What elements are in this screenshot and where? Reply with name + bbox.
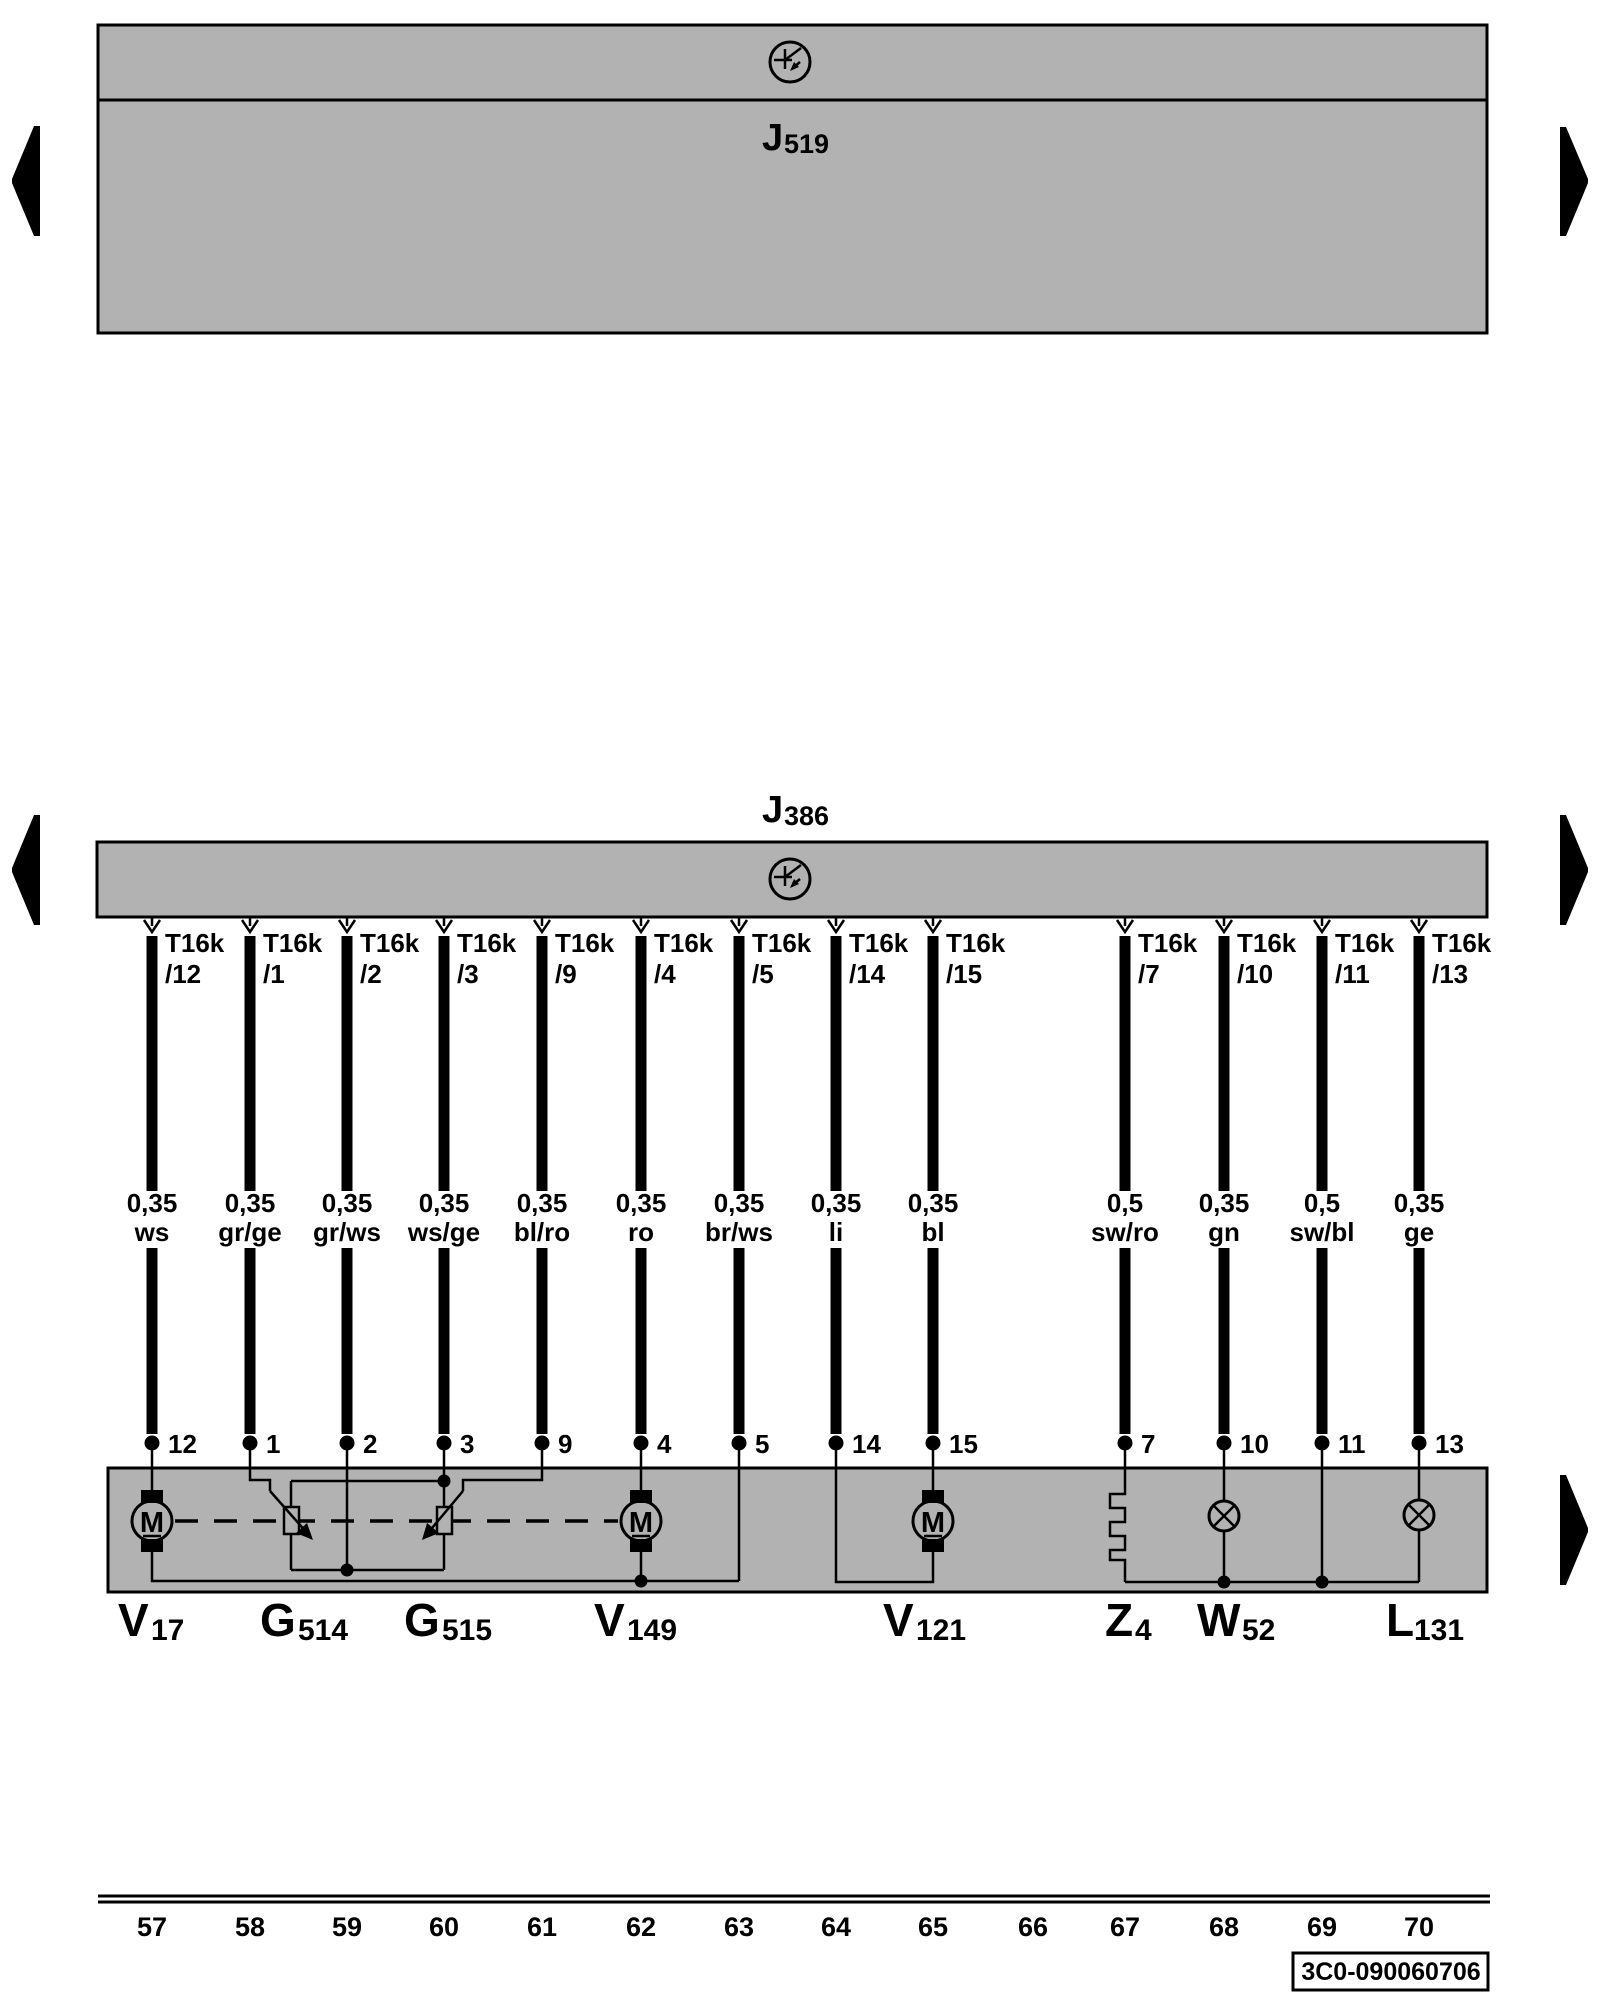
component-label-sub: 514 [298, 1614, 349, 1647]
wire [616, 917, 714, 1459]
color-label: gr/ws [313, 1217, 381, 1247]
junction-dot [438, 1475, 451, 1488]
track-number: 57 [136, 1912, 168, 1942]
pin-label: T16k [752, 928, 812, 958]
component-label: L [1386, 1594, 1415, 1646]
track-number: 61 [526, 1912, 558, 1942]
component-label: G [260, 1594, 296, 1646]
pin-label-2: /10 [1237, 959, 1274, 989]
wire [514, 917, 615, 1459]
module-j519-label: J [762, 117, 784, 159]
gauge-label: 0,35 [713, 1188, 765, 1218]
gauge-label: 0,35 [418, 1188, 470, 1218]
pin-label: T16k [1138, 928, 1198, 958]
component-label-sub: 17 [151, 1614, 185, 1647]
terminal-number: 9 [558, 1429, 573, 1459]
module-j386-box [97, 842, 1487, 917]
component-label-sub: 131 [1414, 1614, 1465, 1647]
gauge-label: 0,35 [1198, 1188, 1250, 1218]
color-label: sw/ro [1091, 1217, 1159, 1247]
pin-label: T16k [1237, 928, 1297, 958]
terminal-number: 7 [1141, 1429, 1156, 1459]
gauge-label: 0,35 [516, 1188, 568, 1218]
color-label: bl [921, 1217, 945, 1247]
track-number: 59 [331, 1912, 363, 1942]
module-j386 [97, 789, 1487, 917]
page-arrow-right-top-icon [1560, 127, 1588, 236]
pin-label-2: /15 [946, 959, 983, 989]
terminal-number: 2 [363, 1429, 378, 1459]
motor-letter: M [139, 1507, 165, 1539]
track-scale [98, 1896, 1490, 1942]
pin-label: T16k [654, 928, 714, 958]
color-label: li [828, 1217, 844, 1247]
terminal-number: 15 [949, 1429, 978, 1459]
wire [1289, 917, 1394, 1459]
component-label-sub: 149 [627, 1614, 678, 1647]
pin-label-2: /9 [555, 959, 577, 989]
component-label-sub: 52 [1242, 1614, 1276, 1647]
component-label: V [118, 1594, 149, 1646]
module-j519-box [98, 25, 1487, 333]
color-label: gr/ge [218, 1217, 282, 1247]
terminal-number: 13 [1435, 1429, 1464, 1459]
track-number: 60 [428, 1912, 460, 1942]
gauge-label: 0,35 [321, 1188, 373, 1218]
module-j519-label-sub: 519 [784, 129, 830, 159]
page-arrow-right-middle-icon [1560, 815, 1588, 925]
color-label: ws/ge [407, 1217, 481, 1247]
wire [1394, 917, 1492, 1459]
terminal-number: 1 [266, 1429, 281, 1459]
junction-dot [635, 1575, 648, 1588]
color-label: ws [134, 1217, 170, 1247]
pin-label-2: /12 [165, 959, 202, 989]
pin-label-2: /2 [360, 959, 382, 989]
component-label-sub: 515 [442, 1614, 493, 1647]
wire [705, 917, 812, 1459]
pin-label-2: /7 [1138, 959, 1160, 989]
terminal-number: 11 [1338, 1429, 1366, 1459]
pin-label: T16k [946, 928, 1006, 958]
gauge-label: 0,35 [224, 1188, 276, 1218]
terminal-number: 5 [755, 1429, 770, 1459]
terminal-number: 10 [1240, 1429, 1269, 1459]
component-label-sub: 121 [916, 1614, 967, 1647]
component-label-sub: 4 [1135, 1614, 1152, 1647]
page-arrow-right-bottom-icon [1560, 1475, 1588, 1585]
pin-label: T16k [165, 928, 225, 958]
pin-label-2: /1 [263, 959, 285, 989]
component-label: V [883, 1594, 914, 1646]
wire-harness [127, 917, 1492, 1459]
module-j519 [98, 25, 1487, 333]
page-arrow-left-top-icon [12, 126, 40, 236]
pin-label: T16k [1432, 928, 1492, 958]
module-j386-label-sub: 386 [784, 801, 830, 831]
gauge-label: 0,5 [1303, 1188, 1341, 1218]
motor-letter: M [628, 1507, 654, 1539]
gauge-label: 0,35 [810, 1188, 862, 1218]
gauge-label: 0,35 [615, 1188, 667, 1218]
pin-label: T16k [1335, 928, 1395, 958]
diagram-id-plate [1293, 1953, 1488, 1990]
color-label: ro [628, 1217, 654, 1247]
terminal-number: 12 [168, 1429, 197, 1459]
component-strip [108, 1443, 1487, 1592]
pin-label-2: /4 [654, 959, 676, 989]
color-label: sw/bl [1289, 1217, 1355, 1247]
track-number: 70 [1403, 1912, 1435, 1942]
pin-label-2: /5 [752, 959, 774, 989]
component-labels [118, 1594, 1464, 1647]
wire [218, 917, 323, 1459]
pin-label-2: /3 [457, 959, 479, 989]
color-label: gn [1208, 1217, 1240, 1247]
track-number: 68 [1208, 1912, 1240, 1942]
track-number: 65 [917, 1912, 949, 1942]
wire [407, 917, 517, 1459]
component-label: Z [1105, 1594, 1134, 1646]
track-number: 66 [1017, 1912, 1049, 1942]
pin-label-2: /11 [1335, 959, 1370, 989]
gauge-label: 0,35 [907, 1188, 959, 1218]
color-label: ge [1403, 1217, 1435, 1247]
track-number: 67 [1109, 1912, 1141, 1942]
component-label: G [404, 1594, 440, 1646]
component-label: V [594, 1594, 625, 1646]
pin-label-2: /13 [1432, 959, 1469, 989]
pin-label: T16k [263, 928, 323, 958]
wire [908, 917, 1006, 1459]
pin-label-2: /14 [849, 959, 886, 989]
wire [811, 917, 909, 1459]
wire [127, 917, 225, 1459]
gauge-label: 0,35 [126, 1188, 178, 1218]
wire [1199, 917, 1297, 1459]
wire [313, 917, 420, 1459]
terminal-number: 14 [852, 1429, 881, 1459]
component-label: W [1197, 1594, 1241, 1646]
module-j386-label: J [762, 789, 784, 831]
motor-letter: M [920, 1507, 946, 1539]
pin-label: T16k [360, 928, 420, 958]
track-number: 58 [234, 1912, 266, 1942]
track-number: 62 [625, 1912, 657, 1942]
gauge-label: 0,35 [1393, 1188, 1445, 1218]
junction-dot [341, 1564, 354, 1577]
diagram-id-text: 3C0-090060706 [1301, 1958, 1481, 1986]
pin-label: T16k [849, 928, 909, 958]
track-number: 64 [820, 1912, 852, 1942]
wire [1091, 917, 1198, 1459]
page-arrow-left-middle-icon [12, 815, 40, 925]
track-number: 69 [1306, 1912, 1338, 1942]
gauge-label: 0,5 [1106, 1188, 1144, 1218]
component-strip-box [108, 1468, 1487, 1592]
track-number: 63 [723, 1912, 755, 1942]
color-label: bl/ro [513, 1217, 571, 1247]
terminal-number: 4 [657, 1429, 672, 1459]
pin-label: T16k [457, 928, 517, 958]
pin-label: T16k [555, 928, 615, 958]
terminal-number: 3 [460, 1429, 475, 1459]
color-label: br/ws [705, 1217, 773, 1247]
